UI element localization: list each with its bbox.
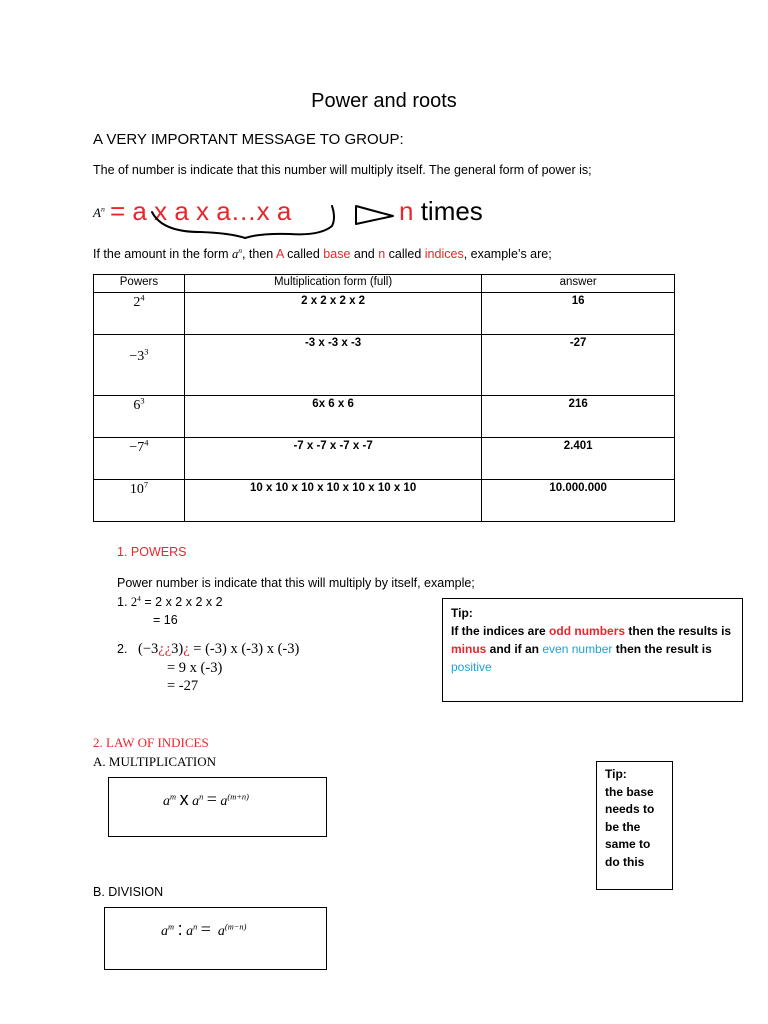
formula-n: n — [193, 922, 198, 932]
multiplication-cell: -3 x -3 x -3 — [184, 335, 481, 396]
example-1-exp: 4 — [137, 593, 141, 603]
power-base: 2 — [133, 295, 141, 310]
table-header-answer: answer — [482, 275, 675, 293]
amount-A: A — [276, 247, 284, 261]
example-2-step: = 9 x (-3) — [167, 660, 223, 676]
division-heading: B. DIVISION — [93, 885, 164, 899]
message-heading: A VERY IMPORTANT MESSAGE TO GROUP: — [93, 131, 404, 148]
formula-m: m — [168, 922, 175, 932]
power-exp: 4 — [144, 438, 149, 448]
amount-text-2: , then — [241, 247, 277, 261]
power-exp: 4 — [140, 293, 145, 303]
tip-text-3: and if an — [486, 642, 543, 656]
tip2-line: be the — [605, 819, 641, 834]
powers-table — [93, 274, 675, 522]
tip-text-1: If the indices are — [451, 624, 550, 638]
answer-cell: 16 — [482, 293, 675, 335]
formula-a: a — [192, 794, 200, 809]
power-exp: 3 — [140, 396, 145, 406]
formula-times — [399, 196, 483, 227]
formula-division-sign: : — [177, 919, 183, 939]
tip-title: Tip: — [451, 606, 473, 620]
example-1-base: 2 — [130, 595, 138, 609]
amount-n-sup: n — [238, 245, 242, 255]
amount-text-1: If the amount in the form — [93, 247, 232, 261]
multiplication-cell: 2 x 2 x 2 x 2 — [184, 293, 481, 335]
power-cell — [94, 335, 185, 396]
division-formula — [161, 919, 246, 940]
answer-cell: 10.000.000 — [482, 480, 675, 522]
amount-var-a — [232, 247, 242, 261]
power-base: −7 — [129, 440, 145, 455]
table-header-powers: Powers — [94, 275, 185, 293]
multiplication-formula — [163, 789, 249, 810]
tip-text-2: then the results is — [625, 624, 732, 638]
tip-text-4: then the result is — [612, 642, 712, 656]
power-exp: 3 — [144, 347, 149, 357]
answer-cell: 2.401 — [482, 438, 675, 480]
amount-text-3: called — [283, 247, 324, 261]
power-cell — [94, 480, 185, 522]
tip-odd-numbers: odd numbers — [549, 624, 626, 638]
intro-paragraph: The of number is indicate that this number will multiply itself. The general form of power is; — [93, 163, 592, 177]
tip2-line: do this — [605, 854, 645, 869]
power-base: −3 — [129, 349, 145, 364]
amount-text-4: and — [350, 247, 379, 261]
tip-positive: positive — [451, 660, 492, 674]
formula-a: a — [161, 924, 168, 939]
power-cell — [94, 293, 185, 335]
example-1-expansion: = 2 x 2 x 2 x 2 — [140, 595, 223, 609]
example-1 — [117, 595, 223, 610]
tip-box-base — [596, 761, 673, 890]
power-cell — [94, 438, 185, 480]
power-cell — [94, 396, 185, 438]
formula-n: n — [199, 792, 204, 802]
amount-base-word: base — [323, 247, 351, 261]
answer-cell: 216 — [482, 396, 675, 438]
table-row — [94, 396, 675, 438]
example-1-number: 1. — [117, 595, 131, 609]
table-row — [94, 438, 675, 480]
table-header-multiplication: Multiplication form (full) — [184, 275, 481, 293]
division-formula-box — [104, 907, 327, 970]
multiplication-cell: -7 x -7 x -7 x -7 — [184, 438, 481, 480]
formula-base-letter: A — [93, 205, 101, 220]
amount-paragraph — [93, 247, 552, 262]
example-2-number: 2. — [117, 642, 128, 656]
formula-equals: = — [200, 919, 211, 939]
example-2-result: = -27 — [167, 678, 199, 694]
tip-minus: minus — [451, 642, 487, 656]
power-base: 6 — [133, 398, 141, 413]
formula-times-label: times — [413, 196, 483, 226]
example-2-rhs: = (-3) x (-3) x (-3) — [189, 641, 300, 657]
tip2-line: needs to — [605, 802, 655, 816]
formula-a: a — [163, 794, 170, 809]
formula-times-sign: x — [179, 789, 189, 809]
section-powers-heading: 1. POWERS — [117, 545, 187, 559]
example-2-glitch-1: ¿¿ — [158, 641, 172, 657]
example-2-lhs: (−3 — [138, 641, 159, 657]
formula-base — [93, 205, 105, 221]
answer-cell: -27 — [482, 335, 675, 396]
tip2-line: same to — [605, 837, 651, 851]
example-2-expression — [138, 641, 299, 658]
example-1-result: = 16 — [153, 613, 178, 627]
underbrace-arrow-drawing — [150, 200, 400, 250]
amount-n: n — [378, 247, 386, 261]
amount-text-5: called — [385, 247, 425, 261]
amount-text-6: , example’s are; — [463, 247, 552, 261]
multiplication-cell: 10 x 10 x 10 x 10 x 10 x 10 x 10 — [184, 480, 481, 522]
tip-box-indices — [442, 598, 743, 702]
formula-m: m — [170, 792, 177, 802]
example-2-glitch-2: ¿ — [183, 641, 190, 657]
amount-a-letter: a — [231, 247, 239, 261]
power-base: 10 — [129, 482, 144, 497]
amount-indices-word: indices — [424, 247, 464, 261]
tip-body — [451, 622, 734, 676]
formula-equals: = — [206, 789, 217, 809]
multiplication-heading: A. MULTIPLICATION — [93, 754, 217, 769]
section-law-heading: 2. LAW OF INDICES — [93, 735, 209, 750]
power-exp: 7 — [143, 480, 149, 490]
table-row — [94, 293, 675, 335]
example-2-mid: 3) — [171, 641, 184, 657]
multiplication-formula-box — [108, 777, 327, 837]
tip2-line: the base — [605, 784, 654, 799]
formula-exponent: n — [100, 204, 105, 214]
tip2-title: Tip: — [605, 767, 627, 781]
table-header-row — [94, 275, 675, 293]
formula-exponent-diff: (m−n) — [224, 922, 247, 932]
formula-expansion: = a x a x a…x a — [110, 196, 292, 226]
multiplication-cell: 6x 6 x 6 — [184, 396, 481, 438]
powers-intro: Power number is indicate that this will multiply by itself, example; — [117, 576, 475, 590]
table-row — [94, 335, 675, 396]
formula-exponent-sum: (m+n) — [227, 792, 249, 802]
page-title: Power and roots — [311, 90, 457, 112]
formula-n-letter: n — [399, 196, 414, 226]
formula-a: a — [220, 794, 228, 809]
formula-a: a — [217, 924, 225, 939]
tip-even-number: even number — [542, 642, 613, 656]
formula-a: a — [186, 924, 194, 939]
table-row — [94, 480, 675, 522]
